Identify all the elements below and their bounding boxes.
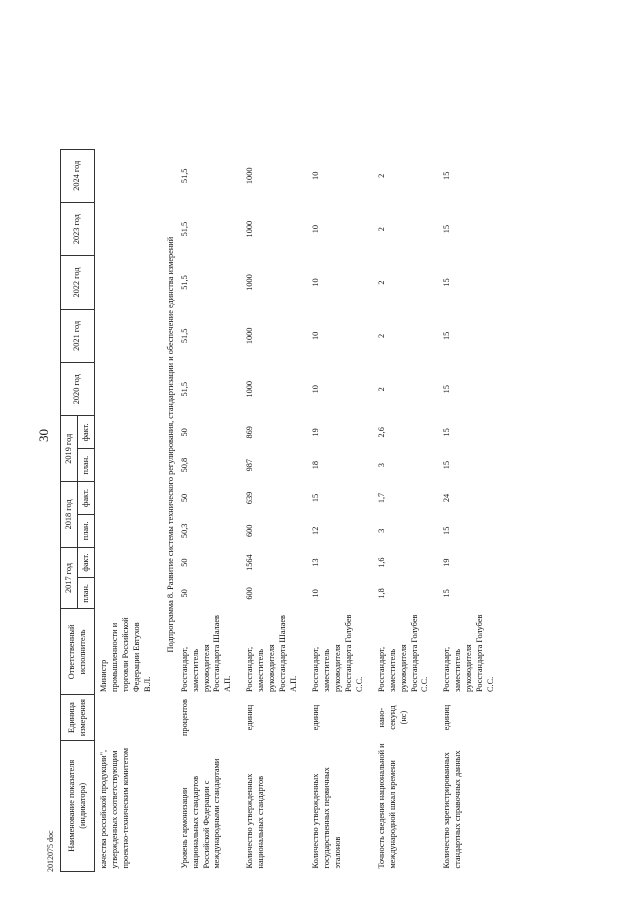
value-2023-cell: 10	[311, 225, 320, 234]
table-header	[61, 32, 95, 872]
fact-2019-cell: 19	[311, 428, 320, 437]
header-year-2017: 2017 год	[61, 547, 78, 609]
value-2021-cell: 1000	[245, 327, 255, 345]
fact-2018-cell: 50	[179, 493, 189, 503]
value-2020-cell: 1000	[245, 380, 255, 398]
value-2020-cell: 15	[442, 385, 452, 394]
responsible-cell: Росстандарт, заместитель руководителя Росстандарта Голубев С.С.	[442, 614, 496, 692]
header-year-2018: 2018 год	[61, 482, 78, 548]
table-body	[95, 32, 508, 872]
header-year-2024: 2024 год	[61, 149, 95, 202]
indicator-cell: Уровень гармонизации национальных стандартов Российской Федерации с международными стандартами	[179, 758, 222, 869]
plan-2017-cell: 10	[311, 589, 320, 598]
value-2022-cell: 1000	[245, 274, 255, 291]
plan-2019-cell: 15	[442, 461, 452, 470]
indicator-cell: Количество зарегистрированных стандартных справочных данных	[442, 750, 463, 869]
header-indicator: Наименование показателя (индикатора)	[61, 740, 95, 871]
table-row	[310, 32, 376, 872]
fact-2019-cell: 50	[179, 428, 189, 437]
fact-2018-cell: 639	[245, 491, 255, 505]
subprogram-row	[164, 32, 179, 872]
value-2024-cell: 2	[376, 173, 386, 178]
unit-cell: единиц	[442, 704, 452, 731]
value-2022-cell: 2	[376, 280, 386, 285]
plan-2017-cell: 1,8	[376, 588, 386, 599]
plan-2017-cell: 50	[179, 589, 189, 598]
fact-2017-cell: 13	[311, 558, 320, 567]
fact-2017-cell: 1564	[245, 554, 255, 571]
value-2024-cell: 1000	[245, 167, 255, 185]
indicator-cell: Количество утвержденных национальных стандартов	[245, 773, 266, 869]
responsible-cell: Росстандарт, заместитель руководителя Росстандарта Шалаев А.П.	[245, 615, 299, 692]
fact-2019-cell: 2,6	[376, 427, 386, 438]
fact-2017-cell: 1,6	[376, 557, 386, 568]
value-2021-cell: 10	[311, 331, 320, 341]
indicator-cell: качества российской продукции", утвержденных соответствующим проектно-техническим комитетом	[99, 747, 130, 869]
plan-2019-cell: 987	[245, 458, 255, 472]
fact-2017-cell: 19	[442, 558, 452, 567]
header-fact-2018: факт.	[78, 482, 95, 515]
plan-2019-cell: 50,8	[179, 457, 189, 473]
header-year-2019: 2019 год	[61, 416, 78, 482]
header-year-2020: 2020 год	[61, 363, 95, 416]
indicators-table	[60, 32, 507, 872]
header-year-2022: 2022 год	[61, 256, 95, 309]
header-fact-2019: факт.	[78, 416, 95, 449]
value-2020-cell: 10	[311, 385, 320, 394]
value-2022-cell: 15	[442, 278, 452, 287]
table-row	[95, 32, 164, 872]
value-2024-cell: 51,5	[179, 168, 189, 184]
header-plan-2019: план.	[78, 449, 95, 482]
unit-cell: единиц	[311, 704, 320, 731]
header-plan-2018: план.	[78, 514, 95, 547]
value-2021-cell: 15	[442, 331, 452, 341]
header-fact-2017: факт.	[78, 547, 95, 578]
plan-2018-cell: 15	[442, 526, 452, 535]
plan-2018-cell: 12	[311, 526, 320, 535]
value-2022-cell: 51,5	[179, 275, 189, 290]
page-number: 30	[36, 429, 51, 442]
table-row	[244, 32, 310, 872]
plan-2018-cell: 50,3	[179, 523, 189, 539]
responsible-cell: Министр промышленности и торговли Российской Федерации Евтухов В.Л.	[99, 617, 152, 692]
plan-2017-cell: 15	[442, 589, 452, 598]
unit-cell: процентов	[179, 699, 189, 737]
header-plan-2017: план.	[78, 578, 95, 609]
table-row	[441, 32, 507, 872]
value-2020-cell: 2	[376, 387, 386, 392]
fact-2019-cell: 869	[245, 426, 255, 439]
value-2023-cell: 51,5	[179, 221, 189, 237]
header-blank	[61, 32, 95, 149]
table-row	[179, 32, 245, 872]
value-2024-cell: 10	[311, 171, 320, 180]
fact-2017-cell: 50	[179, 558, 189, 567]
subprogram-title: Подпрограмма 8. Развитие системы технического регулирования, стандартизации и обеспечение единства измерений	[165, 236, 175, 653]
responsible-cell: Росстандарт, заместитель руководителя Росстандарта Голубев С.С.	[376, 614, 430, 692]
value-2021-cell: 51,5	[179, 328, 189, 344]
value-2021-cell: 2	[376, 333, 386, 338]
fact-2018-cell: 1,7	[376, 492, 386, 504]
plan-2018-cell: 600	[245, 524, 255, 538]
unit-cell: нано-секунд (нс)	[376, 705, 408, 730]
document-id: 2012075 doc	[46, 830, 55, 872]
value-2023-cell: 15	[442, 225, 452, 234]
header-year-2023: 2023 год	[61, 202, 95, 255]
plan-2019-cell: 3	[376, 463, 386, 468]
indicator-cell: Количество утвержденных государственных первичных эталонов	[311, 767, 342, 869]
fact-2019-cell: 15	[442, 428, 452, 437]
plan-2019-cell: 18	[311, 461, 320, 470]
value-2023-cell: 2	[376, 227, 386, 232]
header-responsible: Ответственный исполнитель	[61, 609, 95, 695]
header-unit: Единица измерения	[61, 695, 95, 740]
plan-2017-cell: 600	[245, 587, 255, 600]
fact-2018-cell: 24	[442, 493, 452, 503]
rotated-table-container	[60, 32, 620, 872]
value-2022-cell: 10	[311, 278, 320, 287]
indicator-cell: Точность сведения национальной и международной шкал времени	[376, 743, 397, 869]
responsible-cell: Росстандарт, заместитель руководителя Росстандарта Шалаев А.П.	[179, 615, 233, 692]
table-row	[376, 32, 442, 872]
unit-cell	[95, 695, 164, 740]
header-year-2021: 2021 год	[61, 309, 95, 362]
value-2023-cell: 1000	[245, 220, 255, 238]
unit-cell: единиц	[245, 704, 255, 731]
value-2024-cell: 15	[442, 171, 452, 180]
value-2020-cell: 51,5	[179, 381, 189, 397]
responsible-cell: Росстандарт, заместитель руководителя Росстандарта Голубев С.С.	[311, 614, 364, 692]
plan-2018-cell: 3	[376, 528, 386, 533]
fact-2018-cell: 15	[311, 493, 320, 503]
